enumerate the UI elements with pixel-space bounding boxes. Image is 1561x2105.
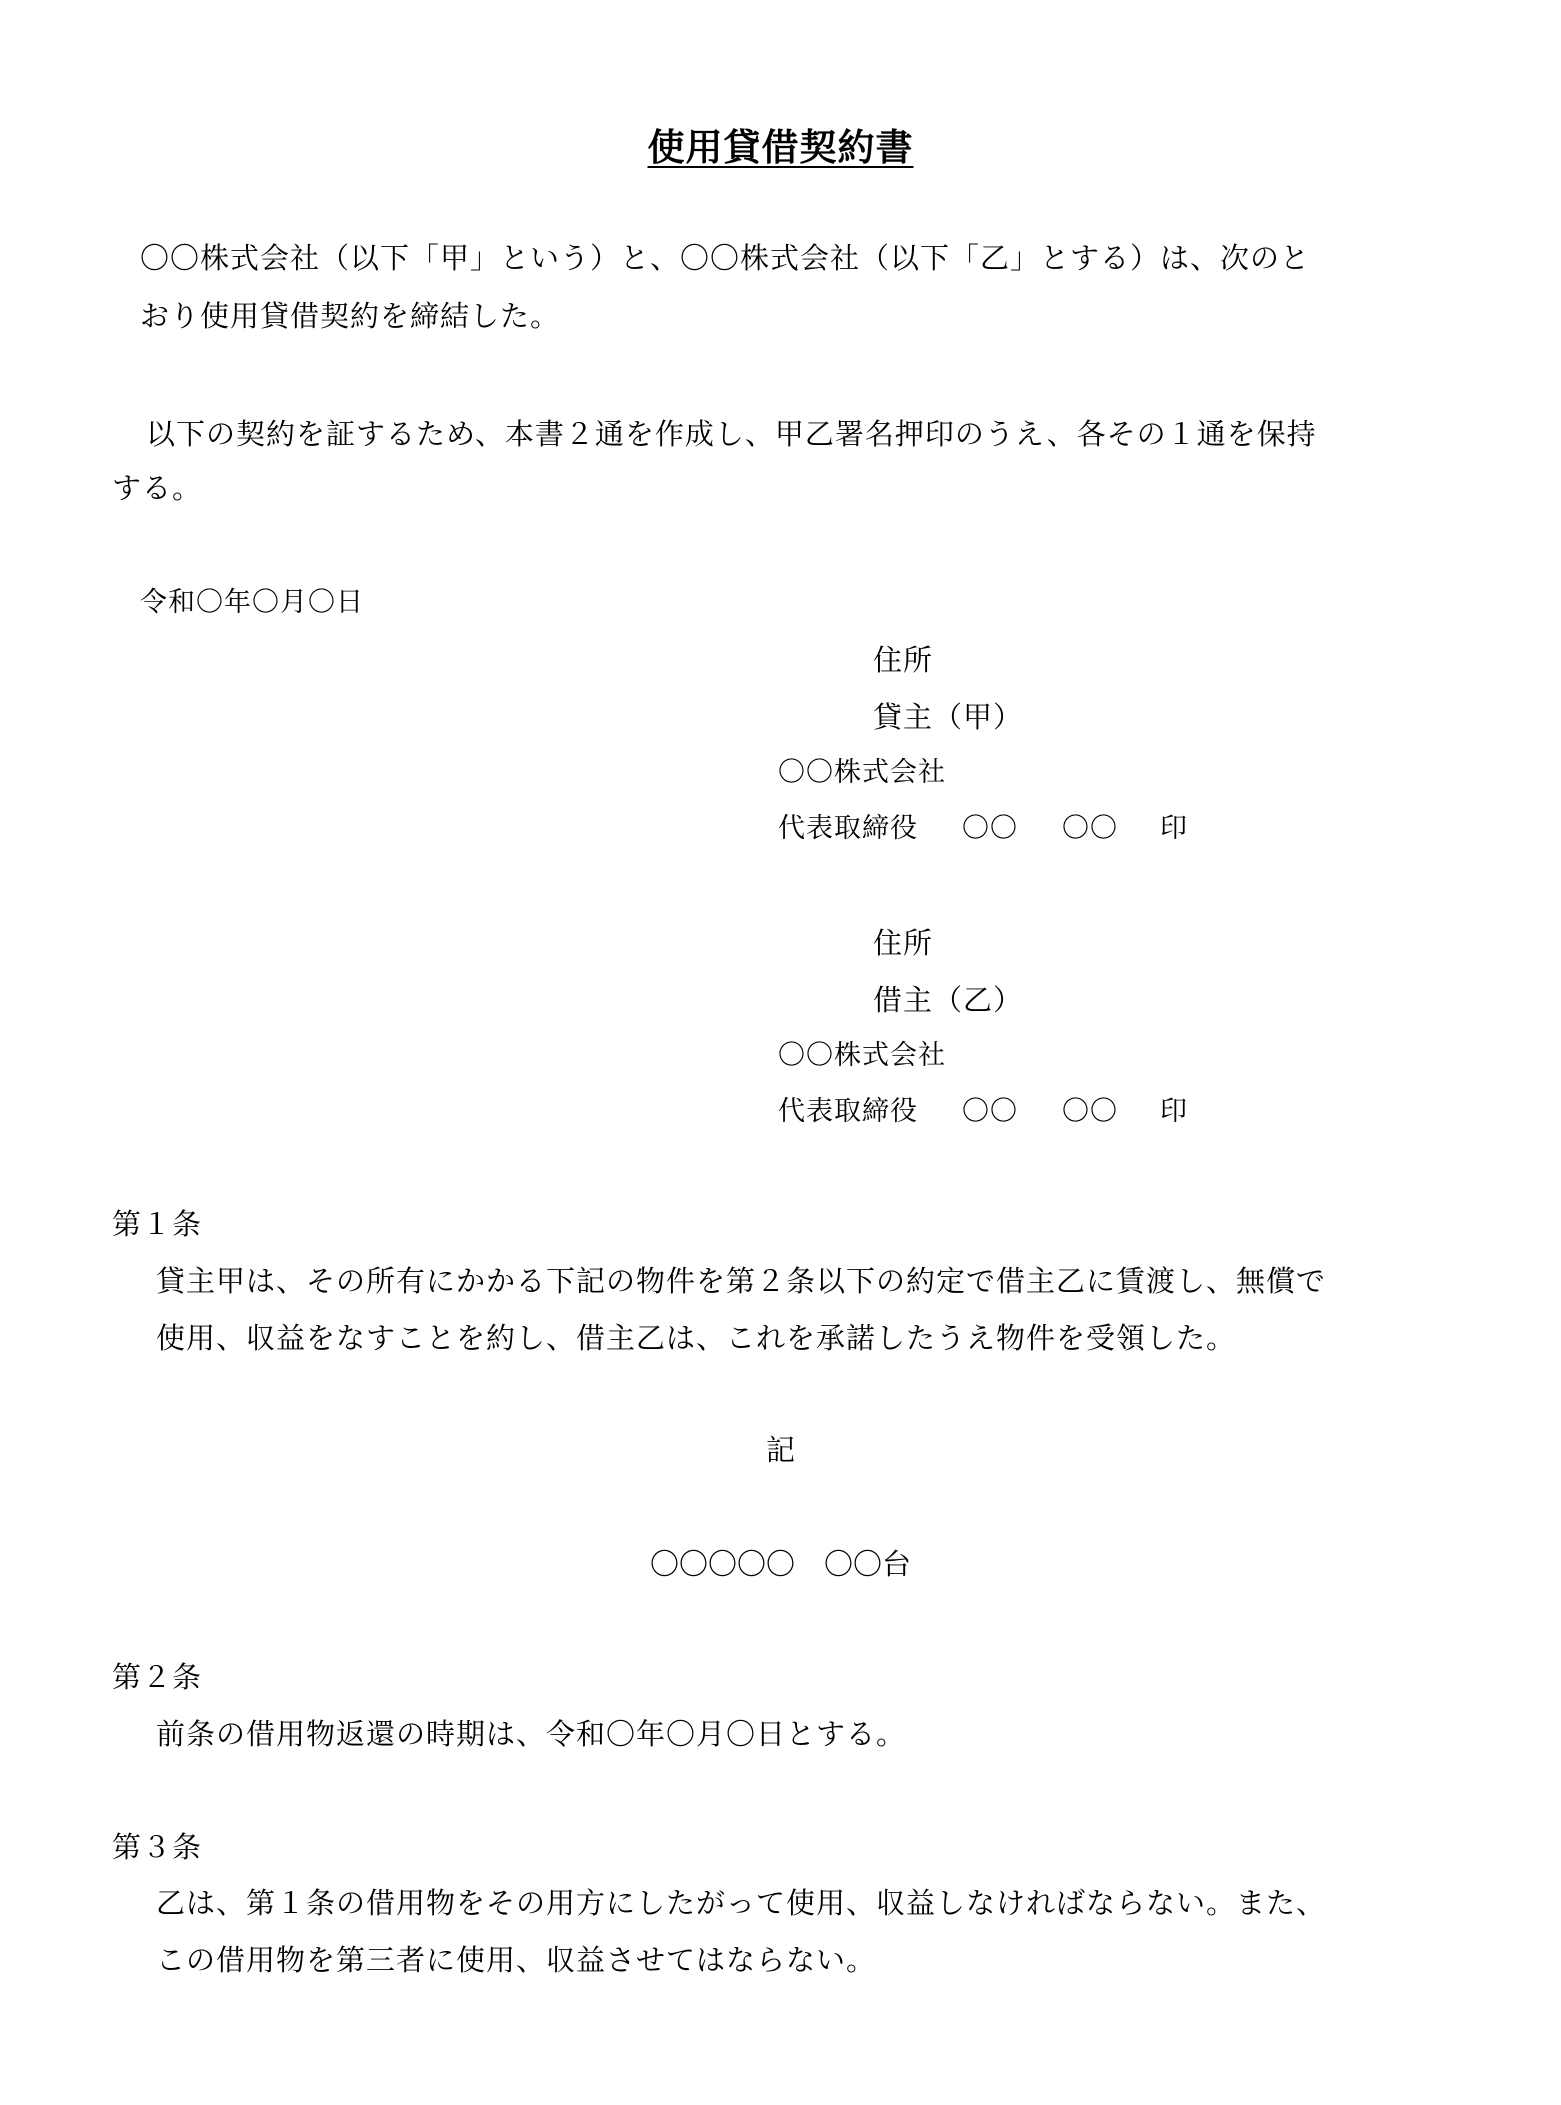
article-3-line-1: 乙は、第１条の借用物をその用方にしたがって使用、収益しなければならない。また、 [156, 1886, 1327, 1920]
article-2-line-1: 前条の借用物返還の時期は、令和〇年〇月〇日とする。 [156, 1717, 907, 1751]
lender-seal-mark: 印 [1160, 813, 1187, 844]
lender-rep-last-name: 〇〇 [962, 813, 1018, 844]
contract-date: 令和〇年〇月〇日 [140, 587, 364, 618]
borrower-seal-mark: 印 [1160, 1096, 1187, 1127]
article-1-line-2: 使用、収益をなすことを約し、借主乙は、これを承諾したうえ物件を受領した。 [156, 1321, 1237, 1355]
intro-line-2: おり使用貸借契約を締結した。 [140, 299, 561, 333]
borrower-role: 借主（乙） [873, 983, 1024, 1017]
note-heading-ki: 記 [765, 1433, 795, 1467]
lender-role: 貸主（甲） [873, 700, 1024, 734]
borrower-rep-title: 代表取締役 [778, 1096, 918, 1127]
lender-rep-first-name: 〇〇 [1062, 813, 1118, 844]
article-3-heading: 第３条 [112, 1830, 203, 1864]
intro-line-1: 〇〇株式会社（以下「甲」という）と、〇〇株式会社（以下「乙」とする）は、次のと [140, 241, 1311, 275]
witness-line-1: 以下の契約を証するため、本書２通を作成し、甲乙署名押印のうえ、各その１通を保持 [146, 417, 1317, 451]
borrower-rep-last-name: 〇〇 [962, 1096, 1018, 1127]
witness-line-2: する。 [112, 471, 203, 505]
lender-company: 〇〇株式会社 [778, 757, 946, 788]
article-3-line-2: この借用物を第三者に使用、収益させてはならない。 [156, 1943, 877, 1977]
note-item: 〇〇〇〇〇 〇〇台 [649, 1547, 911, 1581]
borrower-company: 〇〇株式会社 [778, 1040, 946, 1071]
lender-address-label: 住所 [873, 643, 934, 677]
borrower-address-label: 住所 [873, 926, 934, 960]
article-1-heading: 第１条 [112, 1207, 203, 1241]
article-1-line-1: 貸主甲は、その所有にかかる下記の物件を第２条以下の約定で借主乙に賃渡し、無償で [156, 1264, 1327, 1298]
article-2-heading: 第２条 [112, 1660, 203, 1694]
document-title: 使用貸借契約書 [647, 126, 914, 169]
lender-rep-title: 代表取締役 [778, 813, 918, 844]
borrower-rep-first-name: 〇〇 [1062, 1096, 1118, 1127]
